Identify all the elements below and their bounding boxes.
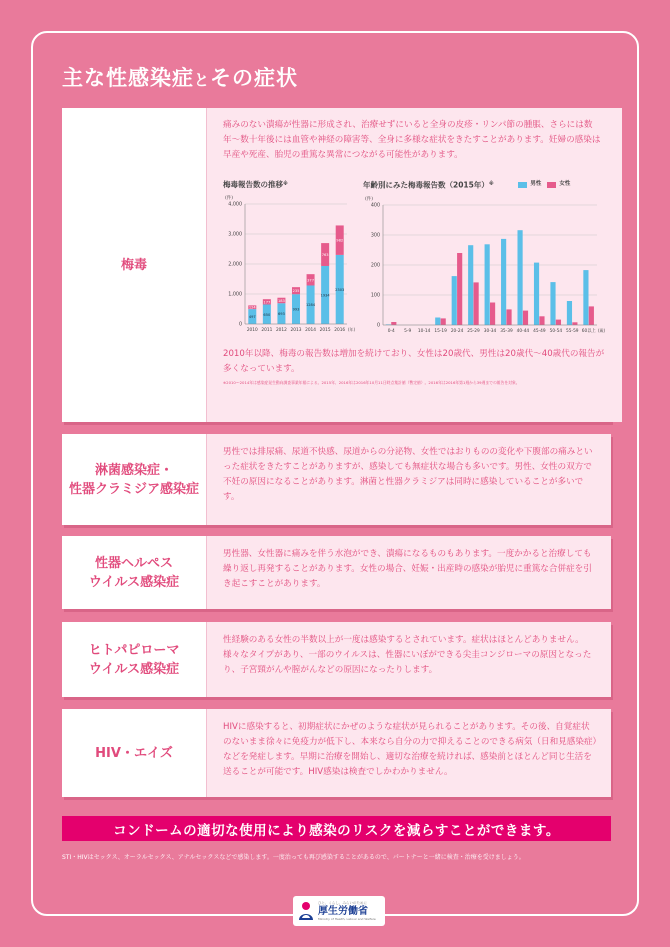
bar-female — [457, 253, 462, 325]
x-tick-label: 50-54 — [549, 328, 563, 334]
legend-female-swatch — [547, 182, 556, 188]
y-tick-label: 3,000 — [228, 232, 242, 238]
y-tick-label: 100 — [370, 293, 380, 298]
age-chart-legend — [518, 177, 570, 192]
y-tick-label: 200 — [370, 263, 380, 268]
x-tick-label: 2016 — [334, 328, 346, 333]
title-main: 主な性感染症 — [62, 66, 194, 90]
heading-line2: 性器クラミジア感染症 — [68, 481, 199, 497]
herpes-card — [62, 536, 611, 609]
data-label-male: 650 — [263, 312, 271, 317]
hpv-card — [62, 622, 611, 697]
data-label-male: 693 — [277, 312, 285, 317]
gonorrhea-chlamydia-heading — [62, 434, 207, 525]
x-tick-label: 2011 — [261, 328, 273, 333]
mhlw-logo — [293, 896, 385, 926]
data-label-male: 2303 — [335, 287, 345, 292]
heading-line2: ウイルス感染症 — [88, 574, 180, 590]
y-tick-label: 300 — [370, 233, 380, 238]
syphilis-summary: 2010年以降、梅毒の報告数は増加を続けており、女性は20歳代、男性は20歳代〜40歳代の報告が多くなっています。 — [223, 348, 605, 374]
y-tick-label: 2,000 — [228, 262, 242, 268]
bar-female — [539, 316, 544, 325]
bar-female — [441, 318, 446, 325]
syphilis-heading: 梅毒 — [62, 108, 207, 422]
bar-male — [550, 282, 555, 325]
x-tick-label: 20-24 — [450, 328, 464, 334]
y-unit-label: (件) — [365, 196, 374, 202]
bar-male — [501, 238, 506, 324]
x-tick-label: 5-9 — [404, 328, 412, 334]
bar-male — [452, 276, 457, 325]
heading-line1: 淋菌感染症・ — [94, 462, 173, 478]
heading-line2: ウイルス感染症 — [88, 661, 180, 677]
legend-male-label: 男性 — [530, 181, 542, 187]
heading-line1: ヒトパピローマ — [88, 642, 180, 658]
y-tick-label: 0 — [238, 322, 242, 328]
heading-line1: 性器ヘルペス — [94, 555, 173, 571]
bar-female — [474, 282, 479, 325]
syphilis-note: ※2010〜2014年は感染症発生動向調査事業年報による。2015年、2016年は2016年10月11日時点集計値（暫定値）。2016年は2016年第1週から39週までの報告を対象。 — [223, 379, 520, 385]
herpes-description: 男性器、女性器に痛みを伴う水泡ができ、潰瘍になるものもあります。一度かかると治療しても繰り返し再発することがあります。女性の場合、妊娠・出産時の感染が胎児に重篤な合併症を引き起こすことがあります。 — [207, 536, 611, 609]
bar-female — [589, 306, 594, 325]
y-tick-label: 0 — [376, 323, 380, 328]
x-tick-label: 2010 — [246, 328, 258, 333]
logo-english: Ministry of Health, Labour and Welfare — [318, 917, 376, 921]
bar-male — [583, 270, 588, 325]
hiv-description: HIVに感染すると、初期症状にかぜのような症状が見られることがあります。その後、自覚症状のないまま徐々に免疫力が低下し、本来なら自分の力で抑えることのできる病気（日和見感染症）などを発症します。早期に治療を開始し、適切な治療を続ければ、感染前とほとんど同じ生活を送ることが可能です。HIV感染は検査でしかわかりません。 — [207, 709, 611, 797]
bar-female — [556, 319, 561, 324]
bar-female — [523, 310, 528, 324]
bar-male — [534, 262, 539, 324]
herpes-heading — [62, 536, 207, 609]
y-unit-label: (件) — [225, 196, 234, 201]
bar-female — [490, 302, 495, 325]
trend-chart — [223, 177, 355, 344]
logo-name: 厚生労働省 — [318, 906, 368, 917]
bar-female — [506, 309, 511, 325]
x-tick-label: 2014 — [305, 328, 317, 333]
data-label-male: 993 — [292, 307, 300, 312]
data-label-male: 497 — [248, 315, 256, 320]
hpv-description: 性経験のある女性の半数以上が一度は感染するとされています。症状はほとんどありません。様々なタイプがあり、一部のウイルスは、性器にいぼができる尖圭コンジローマの原因となったり、子宮頸がんや膣がんなどの原因になったりします。 — [207, 622, 611, 697]
x-tick-label: 2015 — [319, 328, 331, 333]
age-chart-title: 年齢別にみた梅毒報告数（2015年）※ 男性 女性 — [363, 177, 608, 193]
y-tick-label: 4,000 — [228, 202, 242, 208]
logo-tagline: ひと、くらし、みらいのために — [318, 901, 367, 905]
syphilis-description: 痛みのない潰瘍が性器に形成され、治療せずにいると全身の皮疹・リンパ節の腫脹、さらには数年〜数十年後には血管や神経の障害等、全身に多様な症状をきたすことがあります。妊婦の感染は早産や死産、胎児の重篤な異常につながる可能性があります。 — [223, 120, 601, 160]
hiv-card — [62, 709, 611, 797]
legend-female-label: 女性 — [559, 181, 571, 187]
title-connector: と — [194, 71, 211, 89]
syphilis-body — [207, 108, 622, 422]
x-tick-label: 10-14 — [417, 328, 431, 334]
page-title — [62, 62, 298, 92]
x-unit-label: (年) — [348, 327, 355, 332]
data-label-female: 177 — [263, 300, 271, 305]
x-tick-label: 35-39 — [500, 328, 513, 334]
data-label-female: 377 — [307, 278, 315, 283]
y-tick-label: 400 — [370, 203, 380, 208]
x-tick-label: 60以上 — [581, 328, 596, 334]
data-label-female: 183 — [277, 298, 285, 303]
bar-male — [485, 244, 490, 325]
data-label-male: 1934 — [320, 293, 330, 298]
x-tick-label: 15-19 — [434, 328, 447, 334]
gonorrhea-chlamydia-description: 男性では排尿痛、尿道不快感、尿道からの分泌物、女性ではおりものの変化や下腹部の痛みといった症状をきたすことがありますが、感染しても無症状な場合も多いです。男性、女性の双方で不妊の原因になることがあります。淋菌と性器クラミジアは同時に感染していることが多いです。 — [207, 434, 611, 525]
x-tick-label: 45-49 — [533, 328, 546, 334]
mhlw-emblem-icon — [297, 900, 315, 922]
bar-female — [572, 322, 577, 325]
bar-male — [468, 245, 473, 325]
x-tick-label: 2013 — [290, 328, 302, 333]
x-tick-label: 30-34 — [483, 328, 497, 334]
trend-chart-svg — [223, 192, 355, 337]
x-unit-label: (歳) — [598, 327, 606, 333]
age-chart-svg — [363, 193, 608, 338]
bar-male — [435, 317, 440, 325]
data-label-female: 982 — [336, 238, 344, 243]
age-chart — [363, 177, 608, 344]
bar-male — [567, 301, 572, 325]
x-tick-label: 55-59 — [566, 328, 579, 334]
title-sub: その症状 — [210, 66, 299, 90]
legend-male-swatch — [518, 182, 527, 188]
footnote: STI・HIVはセックス、オーラルセックス、アナルセックスなどで感染します。一度治っても再び感染することがあるので、パートナーと一緒に検査・治療を受けましょう。 — [62, 854, 525, 861]
y-tick-label: 1,000 — [228, 292, 242, 298]
data-label-female: 124 — [248, 305, 256, 310]
x-tick-label: 25-29 — [467, 328, 480, 334]
trend-chart-title: 梅毒報告数の推移※ — [223, 180, 288, 189]
hpv-heading — [62, 622, 207, 697]
data-label-female: 235 — [292, 289, 300, 294]
x-tick-label: 0-4 — [387, 328, 395, 334]
bar-male — [517, 230, 522, 325]
data-label-female: 763 — [321, 253, 329, 258]
condom-banner: コンドームの適切な使用により感染のリスクを減らすことができます。 — [62, 816, 611, 841]
syphilis-charts — [223, 177, 608, 344]
bar-female — [391, 322, 396, 325]
syphilis-card — [62, 108, 611, 422]
hiv-heading: HIV・エイズ — [62, 709, 207, 797]
data-label-male: 1284 — [305, 303, 316, 308]
x-tick-label: 40-44 — [516, 328, 530, 334]
gonorrhea-chlamydia-card — [62, 434, 611, 525]
x-tick-label: 2012 — [275, 328, 287, 333]
